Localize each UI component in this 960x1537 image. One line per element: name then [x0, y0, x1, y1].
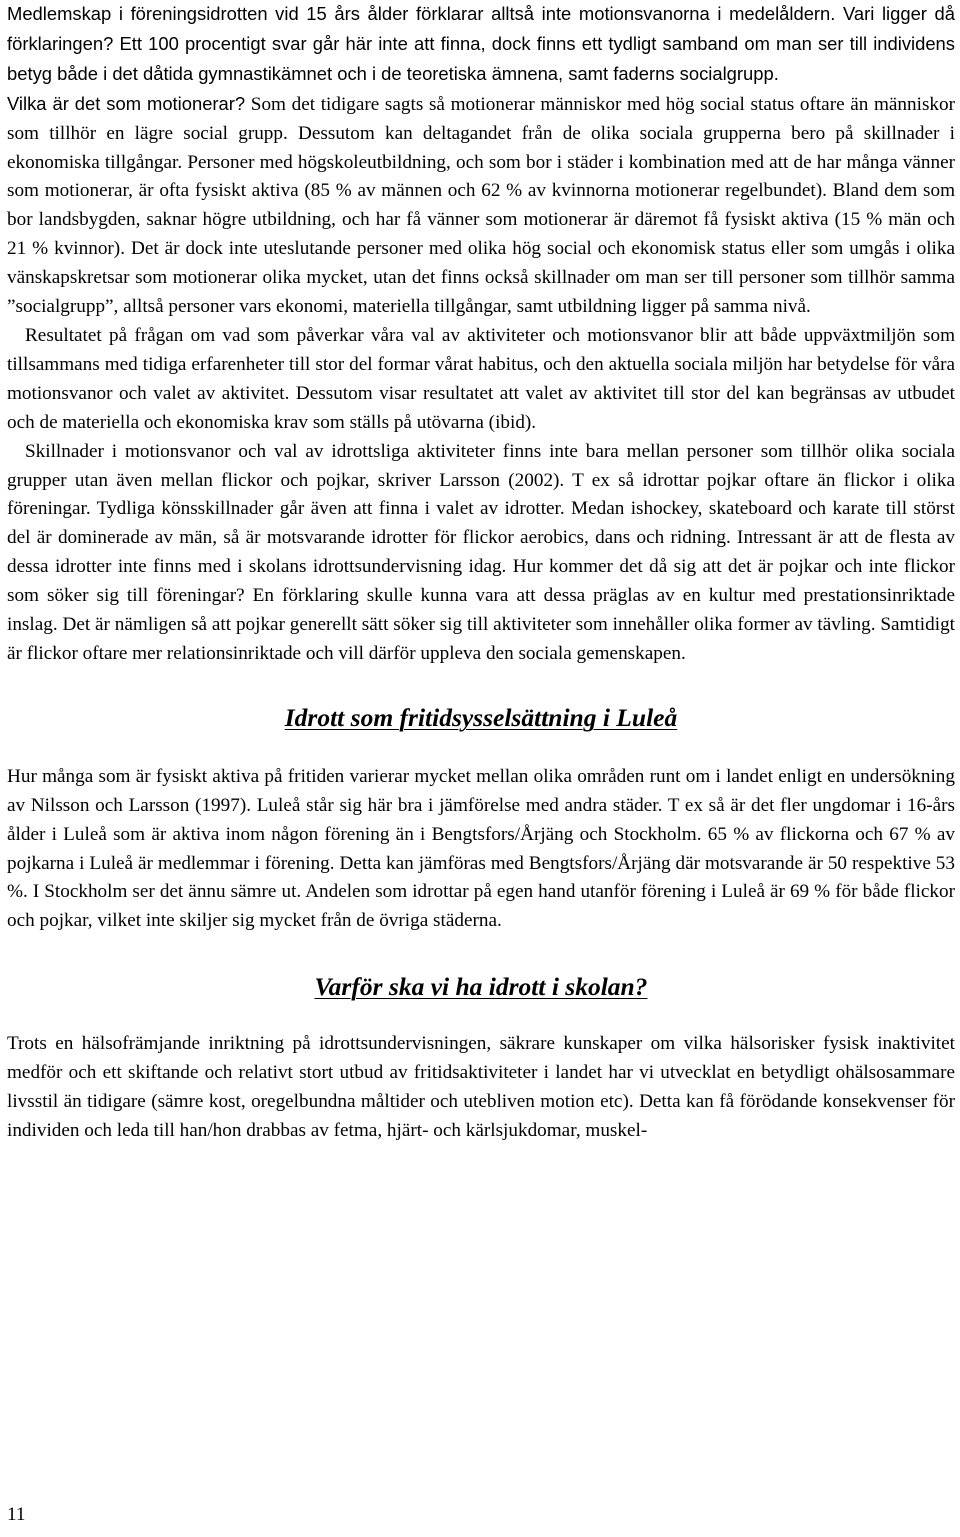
- page-number: 11: [7, 1504, 26, 1525]
- paragraph-2: Resultatet på frågan om vad som påverkar våra val av aktiviteter och motionsvanor blir att både uppväxtmiljön som tillsammans med tidiga erfarenheter till stor del formar vårat habitus, och den aktuella sociala miljön har betydelse för våra motionsvanor och valet av aktivitet. Dessutom visar resultatet att valet av aktivitet till stor del kan begränsas av utbudet och de materiella och ekonomiska krav som ställs på utövarna (ibid).: [7, 324, 955, 433]
- sub-question: Vilka är det som motionerar?: [7, 92, 246, 114]
- document-page: [7, 0, 955, 1146]
- paragraph-5: Trots en hälsofrämjande inriktning på idrottsundervisningen, säkrare kunskaper om vilka hälsorisker fysisk inaktivitet medför och ett skiftande och relativt stort utbud av fritidsaktiviteter i landet har vi utvecklat en betydligt ohälsosammare livsstil än tidigare (sämre kost, oregelbundna måltider och utebliven motion etc). Detta kan få förödande konsekvenser för individen och leda till han/hon drabbas av fetma, hjärt- och kärlsjukdomar, muskel-: [7, 1033, 955, 1141]
- paragraph-3: Skillnader i motionsvanor och val av idrottsliga aktiviteter finns inte bara mellan personer som tillhör olika sociala grupper utan även mellan flickor och pojkar, skriver Larsson (2002). T ex så idrottar pojkar oftare än flickor i olika föreningar. Tydliga könsskillnader går även att finna i valet av idrotter. Medan ishockey, skateboard och karate till störst del är dominerade av män, så är motsvarande idrotter för flickor aerobics, dans och ridning. Intressant är att de flesta av dessa idrotter inte finns med i skolans idrottsundervisning idag. Hur kommer det då sig att det är pojkar och inte flickor som söker sig till föreningar? En förklaring skulle kunna vara att dessa präglas av en kultur med prestationsinriktade inslag. Det är nämligen så att pojkar generellt sätt söker sig till aktiviteter som innehåller olika former av tävling. Samtidigt är flickor oftare mer relationsinriktade och vill därför uppleva den sociala gemenskapen.: [7, 440, 955, 664]
- paragraph-4: Hur många som är fysiskt aktiva på fritiden varierar mycket mellan olika områden runt om i landet enligt en undersökning av Nilsson och Larsson (1997). Luleå står sig här bra i jämförelse med andra städer. T ex så är det fler ungdomar i 16-års ålder i Luleå som är aktiva inom någon förening än i Bengtsfors/Årjäng och Stockholm. 65 % av flickorna och 67 % av pojkarna i Luleå är medlemmar i förening. Detta kan jämföras med Bengtsfors/Årjäng där motsvarande är 50 respektive 53 %. I Stockholm ser det ännu sämre ut. Andelen som idrottar på egen hand utanför förening i Luleå är 69 % för både flickor och pojkar, vilket inte skiljer sig mycket från de övriga städerna.: [7, 765, 955, 932]
- section-heading-why-school-sports: Varför ska vi ha idrott i skolan?: [314, 972, 648, 1002]
- paragraph-1-part-1: Medlemskap i föreningsidrotten vid 15 års ålder förklarar alltså inte motionsvanorna i medelåldern. Vari ligger då förklaringen? Ett 100 procentigt svar går här inte att finna, dock finns ett tydligt samband om man ser till individens betyg både i det dåtida gymnastikämnet och i de teoretiska ämnena, samt faderns socialgrupp.: [7, 3, 955, 84]
- section-heading-luleå: Idrott som fritidsysselsättning i Luleå: [284, 702, 678, 732]
- paragraph-1-part-2: Som det tidigare sagts så motionerar människor med hög social status oftare än människor som tillhör en lägre social grupp. Dessutom kan deltagandet från de olika sociala grupperna bero på skillnader i ekonomiska tillgångar. Personer med högskoleutbildning, och som bor i städer i kombination med att de har många vänner som motionerar, är ofta fysiskt aktiva (85 % av männen och 62 % av kvinnorna motionerar regelbundet). Bland dem som bor landsbygden, saknar högre utbildning, och har få vänner som motionerar är däremot få fysiskt aktiva (15 % män och 21 % kvinnor). Det är dock inte uteslutande personer med olika hög social och ekonomisk status eller som umgås i olika vänskapskretsar som motionerar olika mycket, utan det finns också skillnader om man ser till personer som tillhör samma ”socialgrupp”, alltså personer vars ekonomi, materiella tillgångar, samt utbildning ligger på samma nivå.: [7, 93, 955, 318]
- paragraph-1: [7, 0, 955, 322]
